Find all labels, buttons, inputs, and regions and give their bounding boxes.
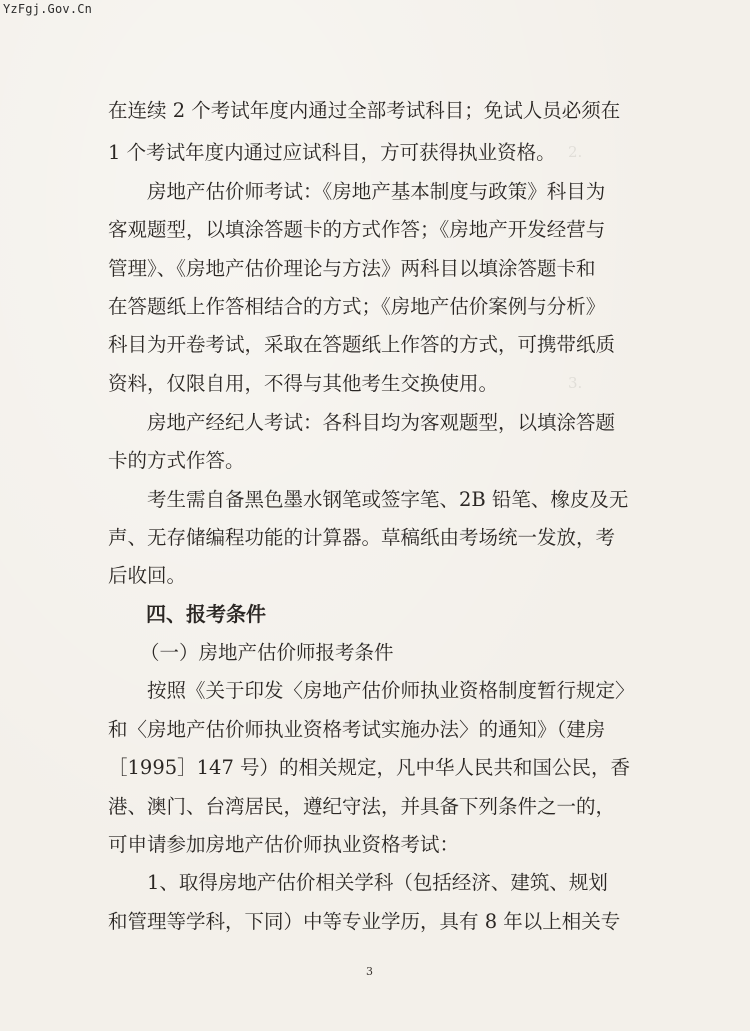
bleed-through: 3.	[568, 374, 583, 392]
text-line: 卡的方式作答。	[108, 449, 245, 472]
text-line: 后收回。	[108, 564, 187, 587]
text-line: 1 个考试年度内通过应试科目，方可获得执业资格。	[108, 141, 556, 164]
text-line: 管理》、《房地产估价理论与方法》两科目以填涂答题卡和	[108, 257, 596, 280]
text-line: 和〈房地产估价师执业资格考试实施办法〉的通知》（建房	[108, 718, 606, 741]
text-line: 考生需自备黑色墨水钢笔或签字笔、2B 铅笔、橡皮及无	[147, 488, 629, 511]
text-line: 资料，仅限自用，不得与其他考生交换使用。	[108, 372, 499, 395]
page-number: 3	[366, 965, 373, 978]
text-line: 声、无存储编程功能的计算器。草稿纸由考场统一发放，考	[108, 526, 616, 549]
text-line: 可申请参加房地产估价师执业资格考试：	[108, 833, 460, 856]
text-line: 客观题型，以填涂答题卡的方式作答；《房地产开发经营与	[108, 218, 606, 241]
text-line: 房地产估价师考试：《房地产基本制度与政策》科目为	[147, 180, 606, 203]
text-line: 在连续 2 个考试年度内通过全部考试科目；免试人员必须在	[108, 99, 621, 122]
bleed-through: 2.	[568, 143, 583, 161]
text-line: 房地产经纪人考试：各科目均为客观题型，以填涂答题	[147, 411, 616, 434]
text-line: 按照《关于印发〈房地产估价师执业资格制度暂行规定〉	[147, 679, 635, 702]
text-line: 科目为开卷考试，采取在答题纸上作答的方式，可携带纸质	[108, 333, 616, 356]
text-line: 港、澳门、台湾居民，遵纪守法，并具备下列条件之一的，	[108, 795, 616, 818]
text-line: 1、取得房地产估价相关学科（包括经济、建筑、规划	[147, 871, 608, 894]
site-watermark: YzFgj.Gov.Cn	[3, 2, 93, 16]
text-line: ［1995］147 号）的相关规定，凡中华人民共和国公民，香	[108, 756, 631, 779]
subsection-heading: （一）房地产估价师报考条件	[140, 641, 394, 664]
text-line: 在答题纸上作答相结合的方式；《房地产估价案例与分析》	[108, 295, 606, 318]
section-heading: 四、报考条件	[146, 602, 266, 626]
text-line: 和管理等学科，下同）中等专业学历，具有 8 年以上相关专	[108, 910, 621, 933]
